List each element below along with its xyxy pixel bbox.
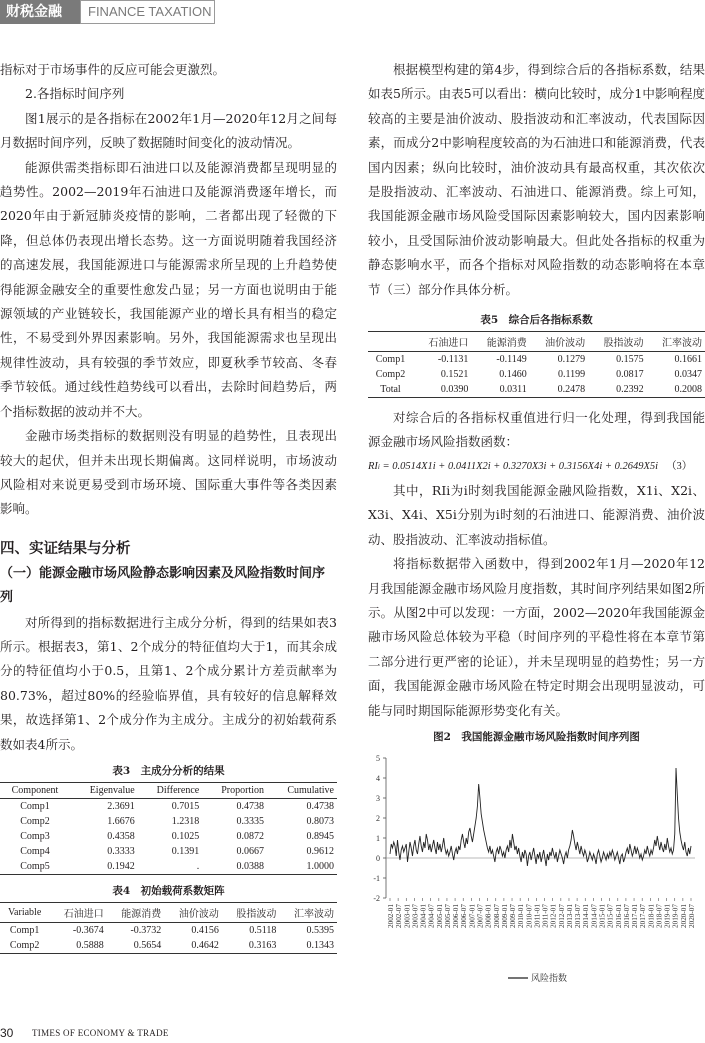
table-cell: 0.0347 — [674, 369, 702, 381]
publication-name: TIMES OF ECONOMY & TRADE — [32, 1028, 169, 1038]
x-tick-label: 2006-07 — [460, 903, 469, 928]
table-cell: 0.1391 — [171, 845, 200, 857]
table-cell: -0.1149 — [496, 354, 527, 366]
table5-caption: 表5 综合后各指标系数 — [480, 314, 593, 327]
x-tick-label: 2008-01 — [484, 903, 493, 928]
table3-caption: 表3 主成分分析的结果 — [112, 764, 225, 777]
figure2 — [368, 750, 705, 990]
table-cell: 0.5395 — [306, 924, 334, 936]
table-cell: 0.2478 — [530, 382, 588, 398]
table-cell: 0.2392 — [588, 382, 646, 398]
table-cell: 0.1521 — [440, 369, 469, 381]
table-cell: 0.0388 — [202, 859, 267, 875]
x-tick-label: 2011-07 — [541, 903, 550, 928]
table-row — [368, 352, 705, 368]
right-column — [368, 58, 705, 990]
table-cell: 0.4358 — [107, 830, 135, 842]
table-cell: Comp1 — [20, 800, 50, 812]
table-cell: 0.1460 — [499, 369, 527, 381]
x-tick-label: 2015-07 — [606, 903, 615, 928]
table-cell: 1.0000 — [267, 859, 337, 875]
table-cell: 0.8945 — [306, 830, 334, 842]
table-header-cell: Cumulative — [267, 782, 337, 798]
x-tick-label: 2002-01 — [387, 903, 395, 928]
table-cell: Comp5 — [0, 859, 70, 875]
x-tick-label: 2009-01 — [500, 903, 509, 928]
table-header-cell: Variable — [0, 902, 49, 922]
table-cell: Total — [368, 382, 413, 398]
table-cell: 0.9612 — [306, 845, 334, 857]
section-label: 财税金融 — [0, 0, 80, 24]
paragraph: 将指标数据带入函数中，得到2002年1月—2020年12月我国能源金融市场风险月度指数，其时间序列结果如图2所示。从图2中可以发现：一方面，2002—2020年我国能源金融市场风险总体较为平稳（时间序列的平稳性将在本章节第二部分进行更严密的论证），并未呈现明显的趋势性；另一方面，我国能源金融市场风险在特定时期会出现明显波动，可能与同时期国际能源形势变化有关。 — [368, 556, 705, 718]
table-cell: Comp1 — [375, 354, 406, 366]
legend-label: 风险指数 — [531, 973, 568, 984]
table-header-cell: 油价波动 — [530, 332, 588, 352]
table-cell: 2.3691 — [107, 800, 135, 812]
x-tick-label: 2018-01 — [647, 903, 656, 928]
table-cell: 0.3163 — [222, 938, 280, 954]
paragraph: 金融市场类指标的数据则没有明显的趋势性，且表现出较大的起伏，但并未出现长期偏离。这同样说明，市场波动风险相对来说更易受到市场环境、国际重大事件等各类因素影响。 — [0, 428, 337, 517]
formula-lhs: RI — [368, 460, 378, 472]
figure2-caption: 图2 我国能源金融市场风险指数时间序列图 — [433, 730, 640, 743]
paragraph: 图1展示的是各指标在2002年1月—2020年12月之间每月数据时间序列，反映了数据随时间变化的波动情况。 — [0, 110, 337, 151]
y-tick-label: 1 — [376, 833, 380, 843]
table-cell: 0.4738 — [236, 800, 265, 812]
x-tick-label: 2017-01 — [631, 903, 640, 928]
paragraph: 能源供需类指标即石油进口以及能源消费都呈现明显的趋势性。2002—2019年石油进口及能源消费逐年增长，而2020年由于新冠肺炎疫情的影响，二者都出现了轻微的下降，但总体仍表现出增长态势。这一方面说明随着我国经济的高速发展，我国能源进口与能源需求所呈现的上升趋势使得能源金融安全的重要性愈发凸显；另一方面也说明由于能源领域的产业链较长，我国能源产业的增长具有相当的稳定性，不易受到外界因素影响。另外，我国能源需求也呈现出规律性波动，具有较强的季节效应，即夏秋季节较高、冬春季节较低。通过线性趋势线可以看出，去除时间趋势后，两个指标数据的波动并不大。 — [0, 159, 337, 419]
paragraph: 指标对于市场事件的反应可能会更激烈。 — [0, 62, 226, 77]
equation-3: RIi = 0.0514X1i + 0.0411X2i + 0.3270X3i + 0.3156X4i + 0.2649X5i （3） — [368, 460, 693, 472]
x-tick-label: 2002-07 — [395, 903, 404, 928]
table-header-cell: 汇率波动 — [279, 902, 337, 922]
x-tick-label: 2007-07 — [476, 903, 485, 928]
risk-index-chart — [368, 750, 705, 990]
x-tick-label: 2004-01 — [419, 903, 428, 928]
table-cell: Comp2 — [0, 938, 49, 954]
paragraph: 对综合后的各指标权重值进行归一化处理，得到我国能源金融市场风险指数函数： — [368, 410, 705, 450]
table-cell: 0.4156 — [191, 924, 219, 936]
table-header-cell: Component — [0, 782, 70, 798]
page-number: 30 — [0, 1026, 14, 1040]
table-cell: 0.2008 — [647, 382, 705, 398]
paragraph: 对所得到的指标数据进行主成分分析，得到的结果如表3所示。根据表3，第1、2个成分的特征值均大于1，而其余成分的特征值均小于0.5，且第1、2个成分累计方差贡献率为80.73%，超过80%的经验临界值，具有较好的信息解释效果，故选择第1、2个成分作为主成分。主成分的初始载荷系数如表4所示。 — [0, 614, 337, 752]
table-row — [0, 829, 337, 844]
table-cell: 0.1942 — [70, 859, 138, 875]
x-tick-label: 2010-07 — [525, 903, 534, 928]
table-cell: 0.1661 — [674, 354, 702, 366]
formula-body: = 0.0514X1i + 0.0411X2i + 0.3270X3i + 0.3156X4i + 0.2649X5i — [379, 460, 659, 472]
table-cell: 0.4738 — [306, 800, 334, 812]
table-cell: 0.1025 — [171, 830, 200, 842]
equation-number: （3） — [666, 460, 693, 472]
table-row — [0, 798, 337, 814]
table-cell: 0.0390 — [413, 382, 471, 398]
series-line-risk-index — [390, 768, 691, 866]
table-row — [368, 367, 705, 382]
x-tick-label: 2003-01 — [403, 903, 412, 928]
table-cell: . — [138, 859, 203, 875]
x-tick-label: 2012-07 — [557, 903, 566, 928]
table-header-cell: 石油进口 — [413, 332, 471, 352]
x-tick-label: 2013-07 — [574, 903, 583, 928]
x-tick-label: 2018-07 — [655, 903, 664, 928]
x-tick-label: 2005-01 — [435, 903, 444, 928]
x-tick-label: 2004-07 — [427, 903, 436, 928]
paragraph: 其中，RIi为i时刻我国能源金融风险指数，X1i、X2i、X3i、X4i、X5i分别为i时刻的石油进口、能源消费、油价波动、股指波动、汇率波动指标值。 — [368, 482, 705, 547]
table-cell: 0.5118 — [249, 924, 277, 936]
x-tick-label: 2019-01 — [663, 903, 672, 928]
y-tick-label: 0 — [376, 853, 380, 863]
x-tick-label: 2012-01 — [549, 903, 558, 928]
x-tick-label: 2009-07 — [509, 903, 518, 928]
x-tick-label: 2013-01 — [565, 903, 574, 928]
table-cell: Comp2 — [375, 369, 406, 381]
y-tick-label: 4 — [376, 773, 380, 783]
table-cell: Comp4 — [20, 845, 50, 857]
table-cell: 0.0667 — [236, 845, 265, 857]
table-header-cell: 股指波动 — [588, 332, 646, 352]
table-header-cell: 股指波动 — [222, 902, 280, 922]
x-tick-label: 2003-07 — [411, 903, 420, 928]
table-cell: -0.3732 — [130, 924, 162, 936]
page-header — [0, 0, 705, 26]
table-header-cell: 石油进口 — [49, 902, 107, 922]
table-header-cell: Eigenvalue — [70, 782, 138, 798]
table-header-cell — [368, 332, 413, 352]
table-row — [368, 382, 705, 398]
table-row — [0, 814, 337, 829]
x-tick-label: 2016-01 — [614, 903, 623, 928]
table-cell: Comp1 — [9, 924, 40, 936]
paragraph: 根据模型构建的第4步，得到综合后的各指标系数，结果如表5所示。由表5可以看出：横向比较时，成分1中影响程度较高的主要是油价波动、股指波动和汇率波动，代表国际因素，而成分2中影响程度较高的为石油进口和能源消费，代表国内因素；纵向比较时，油价波动具有最高权重，其次依次是股指波动、汇率波动、石油进口、能源消费。综上可知，我国能源金融市场风险受国际因素影响较大，国内因素影响较小，且受国际油价波动影响最大。但此处各指标的权重为静态影响水平，而各个指标对风险指数的动态影响将在本章节（三）部分作具体分析。 — [368, 62, 705, 297]
section-label-en: FINANCE TAXATION — [80, 0, 215, 24]
table-row — [0, 844, 337, 859]
table-cell: 0.3333 — [107, 845, 135, 857]
table5 — [368, 331, 705, 398]
x-tick-label: 2020-07 — [688, 903, 696, 928]
table-header-cell: 汇率波动 — [647, 332, 705, 352]
table-cell: 0.0311 — [471, 382, 529, 398]
y-tick-label: 2 — [376, 813, 380, 823]
table4-caption: 表4 初始载荷系数矩阵 — [112, 884, 225, 897]
table-row — [0, 938, 337, 954]
table-header-cell: 能源消费 — [107, 902, 165, 922]
table-cell: 0.0817 — [616, 369, 644, 381]
table-cell: 0.1343 — [279, 938, 337, 954]
y-tick-label: -2 — [373, 893, 380, 903]
table-header-cell: Difference — [138, 782, 203, 798]
table-cell: 1.6676 — [107, 815, 135, 827]
x-tick-label: 2016-07 — [622, 903, 631, 928]
section-heading: 四、实证结果与分析 — [0, 540, 131, 557]
table-row — [0, 859, 337, 875]
table3 — [0, 782, 337, 875]
table-cell: Comp3 — [20, 830, 50, 842]
table-cell: -0.1131 — [437, 354, 469, 366]
table-header-cell: 能源消费 — [471, 332, 529, 352]
x-tick-label: 2011-01 — [533, 903, 542, 928]
table-cell: 0.5888 — [49, 938, 107, 954]
x-tick-label: 2008-07 — [492, 903, 501, 928]
x-tick-label: 2019-07 — [671, 903, 680, 928]
table-cell: 0.1575 — [616, 354, 644, 366]
table-cell: 0.4642 — [164, 938, 222, 954]
x-tick-label: 2015-01 — [598, 903, 607, 928]
subsection-heading: （一）能源金融市场风险静态影响因素及风险指数时间序列 — [0, 565, 326, 606]
x-tick-label: 2007-01 — [468, 903, 477, 928]
x-tick-label: 2020-01 — [679, 903, 688, 928]
x-tick-label: 2005-07 — [443, 903, 452, 928]
subheading: 2.各指标时间序列 — [25, 86, 125, 102]
table-cell: -0.3674 — [72, 924, 104, 936]
x-tick-label: 2017-07 — [639, 903, 648, 928]
table-cell: 1.2318 — [171, 815, 200, 827]
table-cell: Comp2 — [20, 815, 50, 827]
table-header-cell: 油价波动 — [164, 902, 222, 922]
x-tick-label: 2006-01 — [452, 903, 461, 928]
page-footer — [0, 1020, 705, 1043]
y-tick-label: 5 — [376, 753, 380, 763]
table-cell: 0.8073 — [306, 815, 334, 827]
x-tick-label: 2014-07 — [590, 903, 599, 928]
table-row — [0, 922, 337, 938]
table-header-cell: Proportion — [202, 782, 267, 798]
table-cell: 0.7015 — [171, 800, 200, 812]
left-column — [0, 58, 337, 954]
table-cell: 0.1279 — [557, 354, 586, 366]
y-tick-label: 3 — [376, 793, 380, 803]
x-tick-label: 2010-01 — [517, 903, 526, 928]
y-tick-label: -1 — [373, 873, 380, 883]
x-tick-label: 2014-01 — [582, 903, 591, 928]
table-cell: 0.5654 — [107, 938, 165, 954]
table4 — [0, 902, 337, 954]
table-cell: 0.1199 — [558, 369, 586, 381]
table-cell: 0.0872 — [236, 830, 265, 842]
table-cell: 0.3335 — [236, 815, 265, 827]
